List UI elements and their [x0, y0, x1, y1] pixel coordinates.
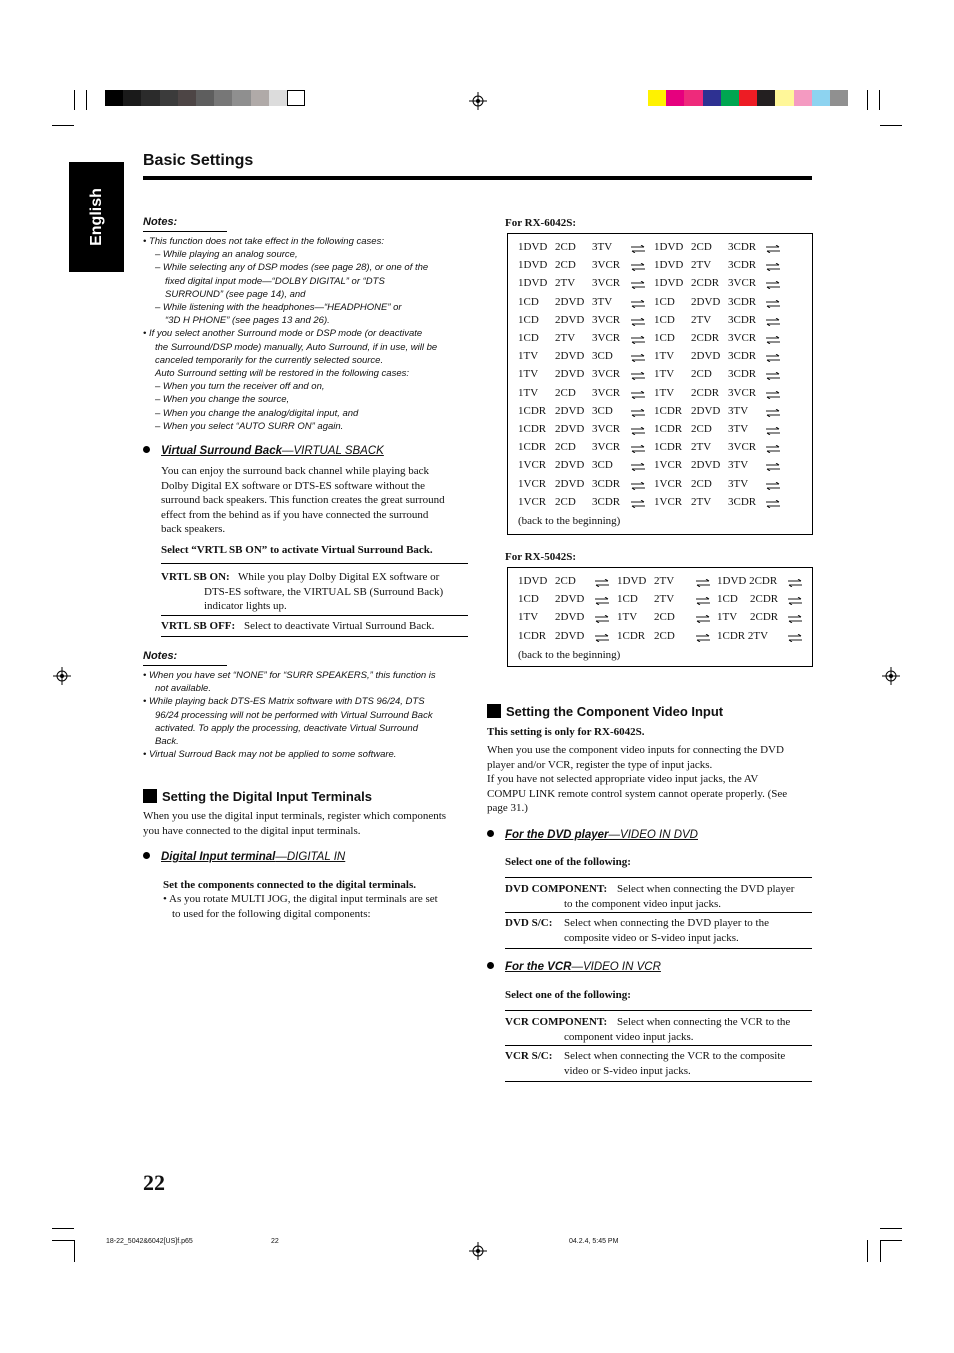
crop-mark	[879, 90, 880, 110]
vcr-sc-label: VCR S/C:	[505, 1050, 553, 1062]
table-cell: 2CDR	[750, 611, 779, 624]
note-line: – When you change the source,	[155, 394, 290, 406]
table-cell: 1TV	[654, 386, 675, 399]
cycle-arrow-icon	[766, 318, 780, 326]
cycle-arrow-icon	[766, 463, 780, 471]
note-line: • If you select another Surround mode or DSP mode (or deactivate	[143, 328, 423, 340]
crop-mark	[880, 1228, 902, 1229]
dvd-select-instruction: Select one of the following:	[505, 856, 631, 868]
table-cell: 3CDR	[728, 241, 757, 253]
table-cell: 3CDR	[728, 495, 757, 508]
table-cell: 1VCR	[518, 459, 547, 472]
note-line: activated. To apply the processing, deactivate Virtual Surround	[155, 722, 418, 734]
table-cell: 3VCR	[728, 277, 757, 290]
cycle-arrow-icon	[766, 409, 780, 417]
color-swatch	[105, 90, 123, 106]
table-cell: 1CDR	[518, 629, 547, 642]
dvd-component-label: DVD COMPONENT:	[505, 883, 608, 895]
component-video-section-heading	[487, 704, 723, 719]
table-cell: 1DVD	[518, 575, 548, 587]
crop-mark	[74, 1240, 75, 1262]
table-cell: 2DVD	[555, 368, 585, 381]
title-rule	[143, 176, 812, 180]
cycle-arrow-icon	[631, 300, 645, 308]
color-swatch	[141, 90, 159, 106]
color-swatch	[684, 90, 702, 106]
table-cell: 1DVD	[518, 241, 548, 253]
table-cell: 3CDR	[728, 295, 757, 308]
cycle-arrow-icon	[595, 579, 609, 587]
table-cell: 3VCR	[592, 441, 621, 454]
rx6042-label: For RX-6042S:	[505, 217, 576, 229]
digital-item-line: to used for the following digital components:	[172, 907, 371, 920]
table-cell: 2CD	[555, 441, 576, 454]
cycle-arrow-icon	[631, 445, 645, 453]
table-cell: 1VCR	[518, 495, 547, 508]
table-cell: 2DVD	[555, 611, 585, 624]
table-cell: 1DVD	[654, 241, 684, 253]
table-cell: 2DVD	[555, 404, 585, 417]
table-cell: 3TV	[592, 295, 613, 308]
vcr-sc-line: video or S-video input jacks.	[564, 1064, 691, 1077]
component-body-line: If you have not selected appropriate video input jacks, the AV	[487, 773, 759, 786]
table-cell: 1DVD	[518, 259, 548, 272]
cycle-arrow-icon	[766, 354, 780, 362]
registration-target-icon	[469, 1242, 487, 1260]
table-cell: 2DVD	[555, 459, 585, 472]
cycle-arrow-icon	[631, 245, 645, 253]
rx5042-back: (back to the beginning)	[518, 649, 621, 661]
component-body-line: page 31.)	[487, 802, 528, 815]
section-square-icon	[143, 789, 157, 803]
table-cell: 1TV	[654, 368, 675, 381]
note-line: – While listening with the headphones—“HEADPHONE” or	[155, 302, 402, 313]
footer-date: 04.2.4, 5:45 PM	[569, 1238, 619, 1245]
rule	[161, 615, 468, 616]
crop-mark	[52, 1240, 74, 1241]
color-swatch	[269, 90, 287, 106]
digital-input-terminal-heading	[143, 851, 345, 863]
color-swatch	[196, 90, 214, 106]
note-line: – While selecting any of DSP modes (see page 28), or one of the	[155, 262, 429, 274]
cycle-arrow-icon	[631, 427, 645, 435]
vsb-select-instruction: Select “VRTL SB ON” to activate Virtual Surround Back.	[161, 544, 433, 556]
table-cell: 2DVD	[691, 459, 721, 472]
table-cell: 2CD	[555, 259, 576, 272]
table-cell: 3VCR	[592, 259, 621, 272]
table-cell: 1DVD	[654, 259, 684, 272]
digital-body-line: you have connected to the digital input terminals.	[143, 824, 361, 837]
dvd-comp-line: to the component video input jacks.	[564, 897, 722, 910]
table-cell: 3TV	[728, 404, 749, 417]
table-cell: 2CDR	[691, 277, 720, 290]
note-line: 96/24 processing will not be performed with Virtual Surround Back	[155, 709, 433, 721]
vsb-body-line: Dolby Digital EX software or DTS-ES software without the	[161, 479, 425, 492]
cycle-arrow-icon	[631, 409, 645, 417]
table-cell: 1TV	[518, 368, 539, 381]
digital-input-heading-text: Setting the Digital Input Terminals	[162, 789, 372, 804]
dvd-sc-line: composite video or S-video input jacks.	[564, 931, 739, 944]
digital-heading-bold: Digital Input terminal	[161, 851, 276, 863]
cycle-arrow-icon	[766, 300, 780, 308]
color-swatch	[812, 90, 830, 106]
vcr-comp-line: Select when connecting the VCR to the	[617, 1016, 791, 1028]
dvd-heading-bold: For the DVD player	[505, 829, 609, 841]
language-tab-label: English	[87, 188, 105, 246]
note-line: canceled temporarily for the currently selected source.	[155, 354, 384, 366]
bullet-icon	[487, 830, 494, 837]
vrtl-sb-off-text: Select to deactivate Virtual Surround Back.	[244, 620, 435, 632]
dvd-player-heading	[487, 829, 698, 841]
note-line: the Surround/DSP mode) manually, Auto Surround, if in use, will be	[155, 341, 438, 353]
table-cell: 1DVD 2CDR	[717, 575, 778, 587]
registration-target-icon	[53, 667, 71, 685]
component-body-line: COMPU LINK remote control system cannot operate properly. (See	[487, 787, 788, 800]
dvd-comp-line: Select when connecting the DVD player	[617, 883, 795, 895]
component-heading-text: Setting the Component Video Input	[506, 704, 724, 719]
notes-heading: Notes:	[143, 216, 178, 228]
color-swatch	[251, 90, 269, 106]
color-swatch	[794, 90, 812, 106]
note-line: SURROUND” (see page 14), and	[165, 288, 306, 300]
cycle-arrow-icon	[766, 391, 780, 399]
cycle-arrow-icon	[631, 281, 645, 289]
table-cell: 3VCR	[728, 441, 757, 454]
table-cell: 1DVD	[654, 277, 684, 290]
notes-rule	[143, 665, 227, 666]
rule	[161, 563, 468, 564]
table-cell: 2DVD	[555, 350, 585, 363]
table-cell: 2DVD	[555, 313, 585, 326]
note-line: – While playing an analog source,	[155, 249, 298, 261]
digital-body-line: When you use the digital input terminals, register which components	[143, 810, 447, 822]
rx5042-label: For RX-5042S:	[505, 551, 576, 563]
table-cell: 1VCR	[654, 495, 683, 508]
table-cell: 1TV	[654, 350, 675, 363]
crop-mark	[74, 90, 75, 110]
note-line: • While playing back DTS-ES Matrix software with DTS 96/24, DTS	[143, 696, 425, 708]
vrtl-sb-on-line: indicator lights up.	[204, 600, 287, 613]
table-cell: 2TV	[654, 575, 675, 587]
color-swatch	[648, 90, 666, 106]
vcr-select-instruction: Select one of the following:	[505, 989, 631, 1001]
table-cell: 1VCR	[518, 477, 547, 490]
table-cell: 2CDR	[691, 386, 720, 399]
table-cell: 2TV	[555, 332, 576, 344]
cycle-arrow-icon	[631, 372, 645, 380]
cycle-arrow-icon	[696, 597, 710, 605]
dvd-sc-line: Select when connecting the DVD player to the	[564, 917, 769, 929]
cycle-arrow-icon	[631, 354, 645, 362]
table-cell: 3VCR	[592, 386, 621, 399]
digital-heading-rest: —DIGITAL IN	[275, 851, 346, 863]
cycle-arrow-icon	[766, 281, 780, 289]
color-swatch	[703, 90, 721, 106]
vsb-body-line: surround back speakers. This function creates the great surround	[161, 494, 445, 507]
color-swatch	[775, 90, 793, 106]
table-cell: 2TV	[691, 495, 712, 508]
table-cell: 1CD	[654, 332, 675, 344]
table-cell: 2DVD	[691, 350, 721, 363]
table-cell: 2CDR	[750, 593, 779, 606]
table-cell: 3VCR	[592, 332, 621, 344]
component-only-note: This setting is only for RX-6042S.	[487, 726, 645, 738]
note-line: – When you turn the receiver off and on,	[155, 381, 325, 393]
vsb-body-line: You can enjoy the surround back channel while playing back	[161, 465, 430, 477]
table-cell: 1DVD	[518, 277, 548, 290]
note-line: Auto Surround setting will be restored in the following cases:	[155, 368, 409, 379]
table-cell: 3VCR	[592, 277, 621, 290]
vcr-heading-rest: —VIDEO IN VCR	[571, 961, 661, 973]
component-body-line: When you use the component video inputs for connecting the DVD	[487, 744, 784, 756]
table-cell: 1CD	[717, 593, 738, 606]
footer-page: 22	[271, 1238, 279, 1245]
color-swatch	[757, 90, 775, 106]
footer-file: 18-22_5042&6042[US]f.p65	[106, 1238, 193, 1245]
table-cell: 2CD	[691, 423, 712, 435]
rule	[505, 1010, 812, 1011]
cycle-arrow-icon	[631, 391, 645, 399]
vrtl-sb-off-label: VRTL SB OFF:	[161, 620, 236, 632]
table-cell: 1CD	[617, 593, 638, 606]
crop-mark	[52, 1228, 74, 1229]
table-cell: 3VCR	[728, 386, 757, 399]
table-cell: 1TV	[518, 611, 539, 624]
vcr-component-label: VCR COMPONENT:	[505, 1016, 608, 1028]
vsb-body-line: effect from the behind as if you have connected the surround	[161, 508, 429, 521]
table-cell: 3TV	[728, 423, 749, 435]
note-line: not available.	[155, 683, 211, 695]
cycle-arrow-icon	[788, 615, 802, 623]
crop-mark	[52, 125, 74, 126]
color-swatch	[123, 90, 141, 106]
table-cell: 3TV	[728, 459, 749, 472]
registration-target-icon	[882, 667, 900, 685]
table-cell: 3CDR	[728, 259, 757, 272]
table-cell: 3VCR	[592, 368, 621, 381]
table-cell: 2CD	[555, 386, 576, 399]
rx6042-back: (back to the beginning)	[518, 515, 621, 527]
table-cell: 3TV	[728, 477, 749, 490]
vrtl-sb-on-label: VRTL SB ON:	[161, 571, 230, 583]
table-cell: 3CDR	[728, 313, 757, 326]
color-swatch	[160, 90, 178, 106]
table-cell: 2CDR	[691, 332, 720, 344]
cycle-arrow-icon	[631, 318, 645, 326]
table-cell: 3CD	[592, 459, 613, 472]
note-line: • When you have set “NONE” for “SURR SPEAKERS,” this function is	[143, 670, 436, 681]
language-tab	[69, 162, 124, 272]
rule	[505, 948, 812, 949]
table-cell: 2CD	[555, 495, 576, 508]
table-cell: 1CDR	[654, 423, 683, 435]
table-cell: 1CDR	[518, 423, 547, 435]
cycle-arrow-icon	[788, 634, 802, 642]
vcr-sc-line: Select when connecting the VCR to the composite	[564, 1050, 786, 1062]
cycle-arrow-icon	[595, 615, 609, 623]
table-cell: 1CD	[518, 313, 539, 326]
table-cell: 2DVD	[555, 593, 585, 606]
dvd-heading-rest: —VIDEO IN DVD	[608, 829, 698, 841]
cycle-arrow-icon	[766, 482, 780, 490]
bullet-icon	[143, 852, 150, 859]
table-cell: 1CD	[518, 295, 539, 308]
rule	[505, 877, 812, 878]
rule	[161, 636, 468, 637]
color-swatch	[830, 90, 848, 106]
table-cell: 2CD	[691, 368, 712, 381]
digital-input-section-heading	[143, 789, 372, 804]
table-cell: 3VCR	[592, 313, 621, 326]
color-swatch	[214, 90, 232, 106]
note-line: • Virtual Surroud Back may not be applied to some software.	[143, 749, 397, 761]
cycle-arrow-icon	[631, 482, 645, 490]
table-cell: 2DVD	[555, 295, 585, 308]
crop-mark	[880, 1240, 881, 1262]
table-cell: 1TV	[518, 386, 539, 399]
color-swatch	[739, 90, 757, 106]
table-cell: 1VCR	[654, 459, 683, 472]
table-cell: 3CD	[592, 404, 613, 417]
note-line: “3D H PHONE” (see pages 13 and 26).	[165, 315, 330, 327]
table-cell: 2CD	[691, 241, 712, 253]
table-cell: 2DVD	[691, 404, 721, 417]
table-cell: 2CD	[555, 575, 576, 587]
table-cell: 1CD	[654, 313, 675, 326]
table-cell: 2TV	[691, 313, 712, 326]
color-swatch	[666, 90, 684, 106]
digital-item-line: • As you rotate MULTI JOG, the digital input terminals are set	[163, 893, 438, 905]
table-cell: 1CDR	[654, 441, 683, 454]
table-cell: 1DVD	[617, 575, 647, 587]
crop-mark	[867, 1240, 868, 1262]
note-line: – When you change the analog/digital input, and	[155, 407, 359, 419]
page-title: Basic Settings	[143, 152, 254, 169]
table-cell: 1TV	[518, 350, 539, 363]
table-cell: 2CD	[654, 611, 675, 624]
cycle-arrow-icon	[595, 597, 609, 605]
vcr-heading	[487, 961, 661, 973]
cycle-arrow-icon	[696, 615, 710, 623]
table-cell: 3CDR	[592, 495, 621, 508]
table-cell: 1TV	[617, 611, 638, 624]
vsb-heading-rest: —VIRTUAL SBACK	[282, 445, 384, 457]
registration-target-icon	[469, 92, 487, 110]
table-cell: 1CD	[654, 295, 675, 308]
digital-set-instruction: Set the components connected to the digital terminals.	[163, 879, 416, 891]
cycle-arrow-icon	[631, 336, 645, 344]
table-cell: 1CDR	[518, 441, 547, 454]
table-cell: 3VCR	[592, 423, 621, 435]
cycle-arrow-icon	[631, 463, 645, 471]
color-swatch	[232, 90, 250, 106]
table-cell: 3CDR	[592, 477, 621, 490]
bullet-icon	[143, 446, 150, 453]
vsb-body-line: back speakers.	[161, 523, 226, 536]
table-cell: 3CDR	[728, 368, 757, 381]
cycle-arrow-icon	[631, 263, 645, 271]
table-cell: 1CD	[518, 593, 539, 606]
section-square-icon	[487, 704, 501, 718]
crop-mark	[86, 90, 87, 110]
cycle-arrow-icon	[766, 372, 780, 380]
rule	[505, 1081, 812, 1082]
cycle-arrow-icon	[788, 597, 802, 605]
table-cell: 3CDR	[728, 350, 757, 363]
cycle-arrow-icon	[631, 500, 645, 508]
note-line: • This function does not take effect in the following cases:	[143, 236, 384, 247]
rule	[505, 1045, 812, 1046]
cycle-arrow-icon	[766, 500, 780, 508]
table-cell: 2TV	[654, 593, 675, 606]
note-line: – When you select “AUTO SURR ON” again.	[155, 420, 344, 432]
crop-mark	[880, 1240, 902, 1241]
cycle-arrow-icon	[696, 579, 710, 587]
cycle-arrow-icon	[766, 245, 780, 253]
crop-mark	[867, 90, 868, 110]
table-cell: 2CD	[555, 241, 576, 253]
cycle-arrow-icon	[788, 579, 802, 587]
table-cell: 1TV	[717, 611, 738, 624]
table-cell: 2TV	[691, 441, 712, 454]
bullet-icon	[487, 962, 494, 969]
note-line: fixed digital input mode—“DOLBY DIGITAL” or “DTS	[165, 275, 385, 287]
rule	[505, 912, 812, 913]
table-cell: 1CDR	[617, 629, 646, 642]
note-line: Back.	[155, 736, 179, 747]
component-body-line: player and/or VCR, register the type of input jacks.	[487, 758, 713, 771]
virtual-surround-back-heading	[143, 445, 384, 457]
table-cell: 2DVD	[555, 629, 585, 642]
table-cell: 2DVD	[691, 295, 721, 308]
table-cell: 3VCR	[728, 332, 757, 344]
table-cell: 2TV	[555, 277, 576, 290]
cycle-arrow-icon	[766, 445, 780, 453]
table-cell: 2CD	[691, 477, 712, 490]
notes-rule	[143, 231, 227, 232]
color-swatch	[287, 90, 305, 106]
table-cell: 3TV	[592, 241, 613, 253]
notes-heading: Notes:	[143, 650, 178, 662]
color-swatch	[721, 90, 739, 106]
table-cell: 3CD	[592, 350, 613, 363]
dvd-sc-label: DVD S/C:	[505, 917, 553, 929]
vcr-heading-bold: For the VCR	[505, 961, 572, 973]
crop-mark	[880, 125, 902, 126]
table-cell: 2DVD	[555, 423, 585, 435]
vsb-heading-bold: Virtual Surround Back	[161, 445, 282, 457]
table-cell: 1CD	[518, 332, 539, 344]
table-cell: 2DVD	[555, 477, 585, 490]
cycle-arrow-icon	[766, 263, 780, 271]
page-number: 22	[143, 1170, 165, 1195]
table-cell: 1VCR	[654, 477, 683, 490]
cycle-arrow-icon	[766, 427, 780, 435]
cycle-arrow-icon	[766, 336, 780, 344]
vrtl-sb-on-line: While you play Dolby Digital EX software or	[238, 571, 440, 583]
table-cell: 2CD	[654, 629, 675, 642]
vrtl-sb-on-line: DTS-ES software, the VIRTUAL SB (Surround Back)	[204, 585, 444, 598]
table-cell: 2TV	[691, 259, 712, 272]
color-swatch	[178, 90, 196, 106]
cycle-arrow-icon	[595, 634, 609, 642]
vcr-comp-line: component video input jacks.	[564, 1030, 694, 1043]
table-cell: 1CDR 2TV	[717, 629, 769, 642]
cycle-arrow-icon	[696, 634, 710, 642]
table-cell: 1CDR	[654, 404, 683, 417]
table-cell: 1CDR	[518, 404, 547, 417]
